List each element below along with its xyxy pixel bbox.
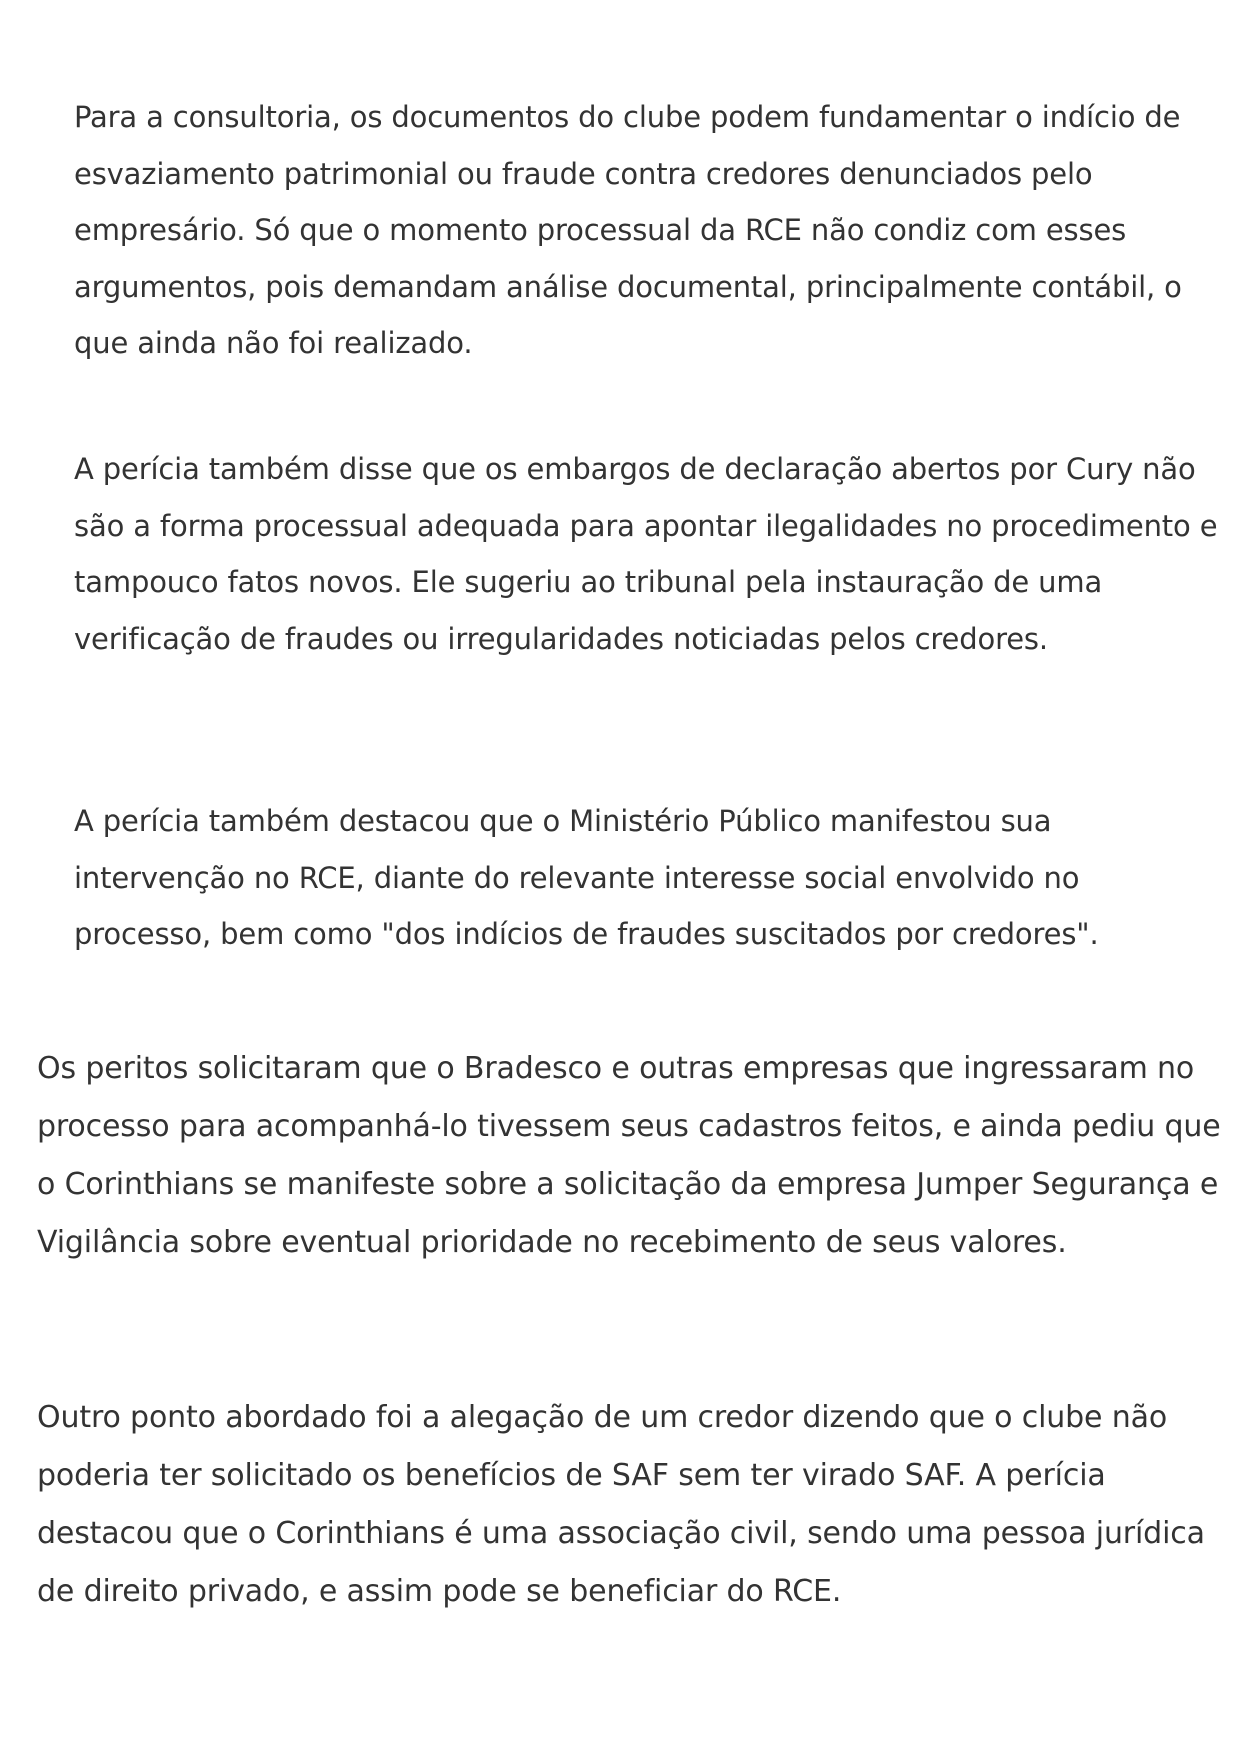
- body-paragraph: Os peritos solicitaram que o Bradesco e outras empresas que ingressaram no processo para acompanhá-lo tivessem seus cadastros feitos, e ainda pediu que o Corinthians se manifeste sobre a solicitação da empresa Jumper Segurança e Vigilância sobre eventual prioridade no recebimento de seus valores.: [37, 1051, 1221, 1260]
- quoted-paragraph: A perícia também destacou que o Ministério Público manifestou sua intervenção no RCE, diante do relevante interesse social envolvido no processo, bem como "dos indícios de fraudes suscitados por credores".: [74, 804, 1099, 951]
- body-paragraph: Outro ponto abordado foi a alegação de um credor dizendo que o clube não poderia ter solicitado os benefícios de SAF sem ter virado SAF. A perícia destacou que o Corinthians é uma associação civil, sendo uma pessoa jurídica de direito privado, e assim pode se beneficiar do RCE.: [37, 1400, 1205, 1609]
- quoted-paragraph: Para a consultoria, os documentos do clube podem fundamentar o indício de esvaziamento patrimonial ou fraude contra credores denunciados pelo empresário. Só que o momento processual da RCE não condiz com esses argumentos, pois demandam análise documental, principalmente contábil, o que ainda não foi realizado.: [74, 100, 1182, 360]
- quoted-paragraph: A perícia também disse que os embargos de declaração abertos por Cury não são a forma processual adequada para apontar ilegalidades no procedimento e tampouco fatos novos. Ele sugeriu ao tribunal pela instauração de uma verificação de fraudes ou irregularidades noticiadas pelos credores.: [74, 452, 1218, 656]
